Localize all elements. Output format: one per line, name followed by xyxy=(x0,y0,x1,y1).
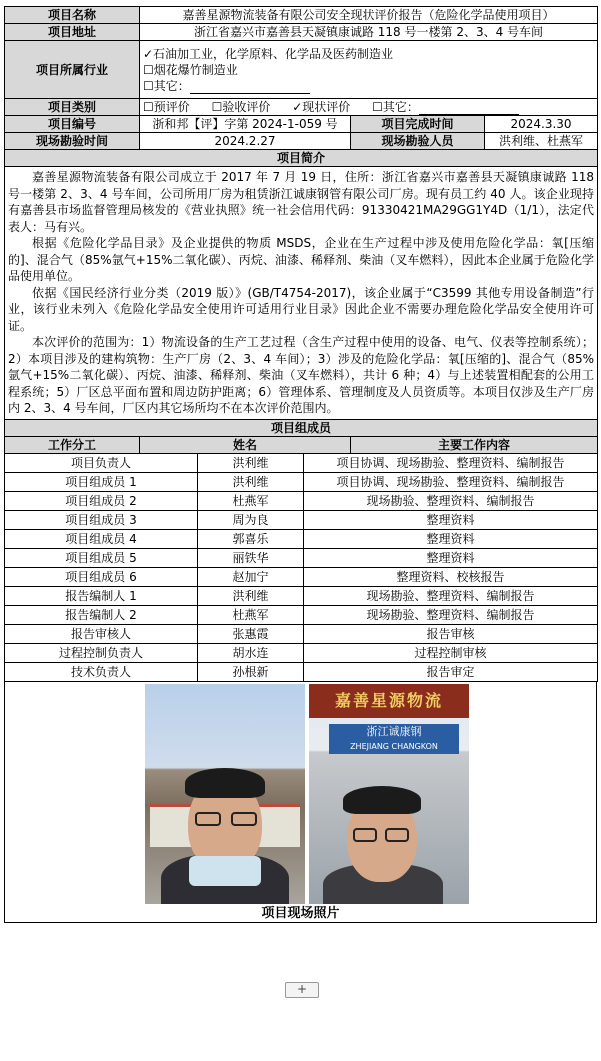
completion-label: 项目完成时间 xyxy=(351,116,485,133)
member-name: 胡水连 xyxy=(198,643,304,662)
member-role: 项目负责人 xyxy=(5,453,198,472)
member-row xyxy=(5,662,598,681)
category-acceptance[interactable]: ☐验收评价 xyxy=(211,100,271,114)
project-address: 浙江省嘉兴市嘉善县天凝镇康诚路 118 号一楼第 2、3、4 号车间 xyxy=(140,24,598,41)
member-name: 杜燕军 xyxy=(198,605,304,624)
member-role: 报告编制人 2 xyxy=(5,605,198,624)
member-role: 项目组成员 5 xyxy=(5,548,198,567)
member-name: 杜燕军 xyxy=(198,491,304,510)
member-row xyxy=(5,586,598,605)
member-row xyxy=(5,567,598,586)
photo-area xyxy=(5,682,596,906)
category-current[interactable]: ✓现状评价 xyxy=(292,100,351,114)
member-name: 郭喜乐 xyxy=(198,529,304,548)
member-row xyxy=(5,453,598,472)
category-options xyxy=(140,99,598,116)
members-header-work: 主要工作内容 xyxy=(351,436,598,453)
member-role: 项目组成员 3 xyxy=(5,510,198,529)
members-header-name: 姓名 xyxy=(140,436,351,453)
industry-option-fireworks[interactable]: ☐烟花爆竹制造业 xyxy=(143,62,238,77)
member-work: 项目协调、现场勘验、整理资料、编制报告 xyxy=(304,472,598,491)
members-title: 项目组成员 xyxy=(5,419,598,436)
members-table xyxy=(4,453,598,682)
member-row xyxy=(5,605,598,624)
member-role: 项目组成员 6 xyxy=(5,567,198,586)
member-work: 整理资料、校核报告 xyxy=(304,567,598,586)
category-pre[interactable]: ☐预评价 xyxy=(143,100,190,114)
member-work: 报告审定 xyxy=(304,662,598,681)
member-work: 项目协调、现场勘验、整理资料、编制报告 xyxy=(304,453,598,472)
member-row xyxy=(5,472,598,491)
member-name: 孙根新 xyxy=(198,662,304,681)
intro-paragraph: 依据《国民经济行业分类（2019 版）》(GB/T4754-2017)，该企业属于“C3599 其他专用设备制造”行业，该行业未列入《危险化学品安全使用许可适用行业目录》因此企业不需要办理危险化学品安全使用许可证。 xyxy=(8,285,595,333)
category-other[interactable]: ☐其它： xyxy=(372,100,519,114)
completion-date: 2024.3.30 xyxy=(485,116,598,133)
member-role: 项目组成员 2 xyxy=(5,491,198,510)
member-role: 报告审核人 xyxy=(5,624,198,643)
intro-body xyxy=(5,167,598,420)
member-work: 整理资料 xyxy=(304,548,598,567)
site-photo-2 xyxy=(309,684,469,904)
member-role: 报告编制人 1 xyxy=(5,586,198,605)
industry-option-other[interactable]: ☐其它： xyxy=(143,78,594,94)
project-code: 浙和邦【评】字第 2024-1-059 号 xyxy=(140,116,351,133)
photo-table xyxy=(4,681,597,923)
member-name: 洪利维 xyxy=(198,453,304,472)
member-row xyxy=(5,643,598,662)
member-work: 现场勘验、整理资料、编制报告 xyxy=(304,605,598,624)
intro-title: 项目简介 xyxy=(5,150,598,167)
add-button[interactable]: + xyxy=(285,982,319,998)
member-row xyxy=(5,529,598,548)
member-name: 周为良 xyxy=(198,510,304,529)
member-role: 项目组成员 1 xyxy=(5,472,198,491)
code-label: 项目编号 xyxy=(5,116,140,133)
member-work: 现场勘验、整理资料、编制报告 xyxy=(304,586,598,605)
company-sign: 嘉善星源物流 xyxy=(309,684,469,718)
intro-paragraph: 嘉善星源物流装备有限公司成立于 2017 年 7 月 19 日，住所：浙江省嘉兴市嘉善县天凝镇康诚路 118 号一楼第 2、3、4 号车间，公司所用厂房为租赁浙江诚康钢管有限公司厂房。现有员工约 40 人。该企业现持有嘉善县市场监督管理局核发的《营业执照》统一社会信用代码：91330421MA29GG1Y4D（1/1），法定代表人：马有兴。 xyxy=(8,170,595,234)
member-role: 过程控制负责人 xyxy=(5,643,198,662)
steel-sign: 浙江诚康钢 ZHEJIANG CHANGKON xyxy=(329,724,459,754)
intro-paragraph: 根据《危险化学品目录》及企业提供的物质 MSDS，企业在生产过程中涉及使用危险化学品：氧[压缩的]、混合气（85%氩气+15%二氧化碳）、丙烷、油漆、稀释剂、柴油（叉车燃料），因此本企业属于危险化学品使用单位。 xyxy=(8,236,595,283)
member-name: 洪利维 xyxy=(198,586,304,605)
member-row xyxy=(5,510,598,529)
intro-paragraph: 本次评价的范围为：1）物流设备的生产工艺过程（含生产过程中使用的设备、电气、仪表等控制系统）；2）本项目涉及的建构筑物：生产厂房（2、3、4 车间）；3）涉及的危险化学品：氧[压缩的]、混合气（85%氩气+15%二氧化碳）、丙烷、油漆、稀释剂、柴油（叉车燃料），共计 6 种；4）与上述装置相配套的公用工程系统；5）厂区总平面布置和周边防护距离；6）管理体系、管理制度及人员资质等。本项目仅涉及生产厂房内 2、3、4 号车间，厂区内其它场所均不在本次评价范围内。 xyxy=(8,335,595,415)
member-work: 整理资料 xyxy=(304,510,598,529)
industry-option-petro[interactable]: ✓石油加工业，化学原料、化学品及医药制造业 xyxy=(143,46,394,61)
name-label: 项目名称 xyxy=(5,7,140,24)
report-sheet xyxy=(4,6,597,923)
category-label: 项目类别 xyxy=(5,99,140,116)
photo-cell xyxy=(5,681,597,922)
member-work: 报告审核 xyxy=(304,624,598,643)
project-name: 嘉善星源物流装备有限公司安全现状评价报告（危险化学品使用项目） xyxy=(140,7,598,24)
member-row xyxy=(5,548,598,567)
member-name: 洪利维 xyxy=(198,472,304,491)
members-header-role: 工作分工 xyxy=(5,436,140,453)
member-name: 丽铁华 xyxy=(198,548,304,567)
member-row xyxy=(5,491,598,510)
industry-options xyxy=(140,41,598,99)
survey-staff: 洪利维、杜燕军 xyxy=(485,133,598,150)
address-label: 项目地址 xyxy=(5,24,140,41)
member-work: 过程控制审核 xyxy=(304,643,598,662)
industry-label: 项目所属行业 xyxy=(5,41,140,99)
project-info-table xyxy=(4,6,598,454)
survey-time-label: 现场勘验时间 xyxy=(5,133,140,150)
member-work: 现场勘验、整理资料、编制报告 xyxy=(304,491,598,510)
member-work: 整理资料 xyxy=(304,529,598,548)
member-role: 技术负责人 xyxy=(5,662,198,681)
member-name: 张惠霞 xyxy=(198,624,304,643)
site-photo-1 xyxy=(145,684,305,904)
member-role: 项目组成员 4 xyxy=(5,529,198,548)
survey-time: 2024.2.27 xyxy=(140,133,351,150)
photo-caption: 项目现场照片 xyxy=(261,905,340,921)
survey-staff-label: 现场勘验人员 xyxy=(351,133,485,150)
member-name: 赵加宁 xyxy=(198,567,304,586)
member-row xyxy=(5,624,598,643)
